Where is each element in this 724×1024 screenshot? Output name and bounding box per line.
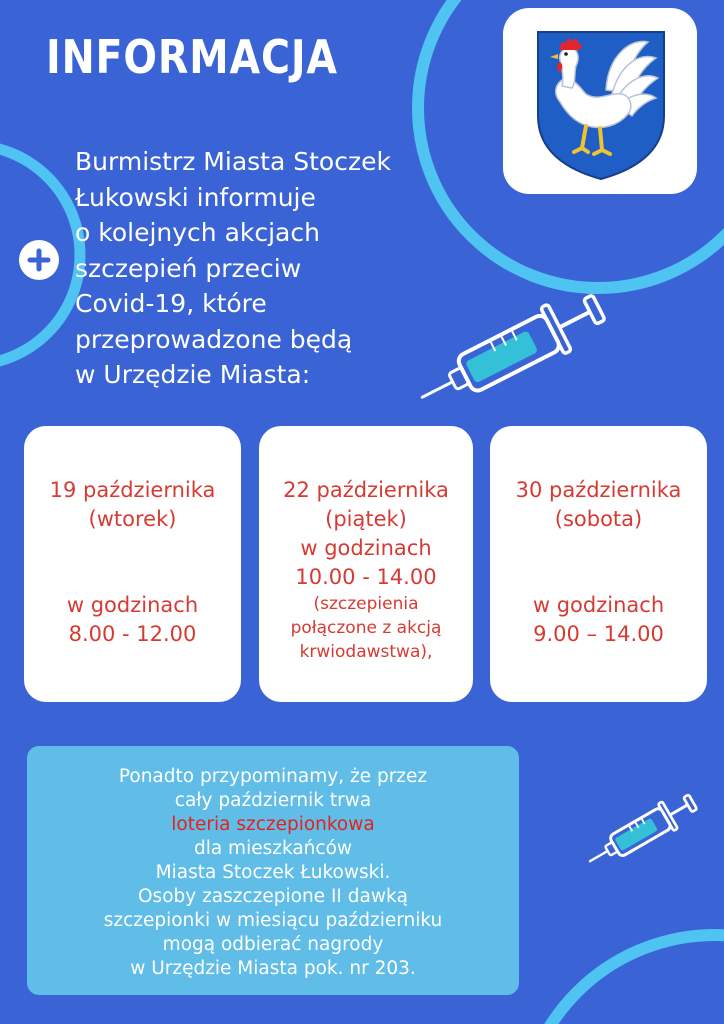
note-line-2: połączone z akcją [290,618,442,638]
plus-icon [17,238,61,282]
lottery-info-box [27,746,519,995]
date-3: 30 października [515,478,682,502]
info-line-5: Osoby zaszczepione II dawką [138,886,408,907]
day-3: (sobota) [554,507,643,531]
info-line-1: Ponadto przypominamy, że przez [118,766,428,787]
day-1: (wtorek) [88,507,177,531]
intro-text: Burmistrz Miasta Stoczek Łukowski informuje o kolejnych akcjach szczepień przeciw Covid-19, które przeprowadzone będą w Urzędzie Miasta: [75,147,391,389]
note-line-3: krwiodawstwa), [299,642,433,662]
date-1: 19 października [49,478,216,502]
coat-of-arms [503,8,697,194]
rooster-crest-icon [536,30,666,180]
hours-3: 9.00 – 14.00 [533,622,664,646]
info-line-8: w Urzędzie Miasta pok. nr 203. [130,958,416,979]
date-card-2 [259,426,473,702]
syringe-icon [410,285,620,415]
date-card-3 [490,426,707,702]
note-line-1: (szczepienia [313,594,419,614]
poster-title: INFORMACJA [46,30,338,84]
hours-label-2: w godzinach [300,536,432,560]
bottom-right-circle-decoration [520,935,724,1024]
date-card-1 [24,426,241,702]
info-line-2: cały październik trwa [174,790,372,811]
syringe-icon [580,785,708,875]
date-2: 22 października [283,478,449,502]
hours-label-3: w godzinach [532,593,665,617]
info-line-6: szczepionki w miesiącu październiku [103,910,443,931]
hours-1: 8.00 - 12.00 [68,622,197,646]
hours-label-1: w godzinach [66,593,199,617]
day-2: (piątek) [325,507,407,531]
hours-2: 10.00 - 14.00 [295,565,437,589]
info-line-7: mogą odbierać nagrody [162,934,384,955]
info-line-3: dla mieszkańców [193,838,353,859]
lottery-highlight: loteria szczepionkowa [171,814,375,835]
info-line-4: Miasta Stoczek Łukowski. [155,862,391,883]
